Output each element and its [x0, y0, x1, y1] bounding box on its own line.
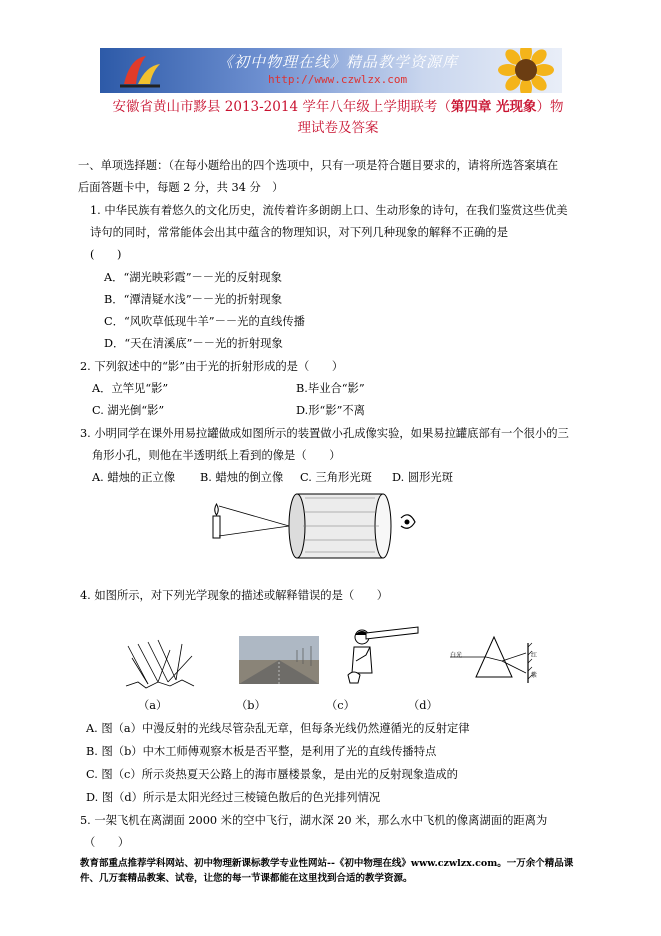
q5-stem: 5. 一架飞机在离湖面 2000 米的空中飞行，湖水深 20 米，那么水中飞机的像离湖面的距离为 — [80, 814, 548, 827]
figure-b-road-photo — [239, 636, 319, 684]
q1-answer-blank: ( ) — [90, 248, 122, 261]
prism-label-violet: 紫 — [531, 672, 538, 679]
q1-option-a: A．“湖光映彩霞”－－光的反射现象 — [104, 271, 282, 284]
banner-url[interactable]: http://www.czwlzx.com — [268, 73, 408, 86]
figure-a-label: （a） — [138, 699, 168, 712]
q4-stem: 4. 如图所示，对下列光学现象的描述或解释错误的是（ ） — [80, 589, 389, 602]
header-banner — [100, 48, 562, 93]
q3-option-d: D. 圆形光斑 — [392, 471, 454, 484]
banner-title: 《初中物理在线》精品教学资源库 — [218, 53, 459, 71]
figure-b-label: （b） — [236, 699, 266, 712]
section-heading-cont: 后面答题卡中，每题 2 分，共 34 分 ） — [78, 181, 284, 194]
footer-line-1: 教育部重点推荐学科网站、初中物理新课标教学专业性网站--《初中物理在线》www.czwlzx.com。一万余个精品课 — [80, 858, 574, 869]
candle-icon — [213, 516, 220, 538]
q3-option-c: C. 三角形光斑 — [300, 471, 372, 484]
figure-d-label: （d） — [408, 699, 438, 712]
q4-option-c: C. 图（c）所示炎热夏天公路上的海市蜃楼景象，是由光的反射现象造成的 — [86, 768, 458, 781]
q1-option-b: B．“潭清疑水浅”－－光的折射现象 — [104, 293, 283, 306]
footer-line-2: 件、几万套精品教案、试卷，让您的每一节课都能在这里找到合适的教学资源。 — [80, 873, 413, 884]
q2-option-c: C. 湖光倒“影” — [92, 404, 165, 417]
section-heading: 一、单项选择题：（在每小题给出的四个选项中，只有一项是符合题目要求的，请将所选答案填在 — [78, 159, 559, 172]
q2-option-d: D.形“影”不离 — [296, 404, 365, 417]
figure-c-label: （c） — [326, 699, 355, 712]
q4-option-d: D. 图（d）所示是太阳光经过三棱镜色散后的色光排列情况 — [86, 791, 381, 804]
page-title: 安徽省黄山市黟县 2013-2014 学年八年级上学期联考（第四章 光现象）物 理试卷及答案 — [112, 99, 564, 136]
q3-option-a: A. 蜡烛的正立像 — [92, 471, 176, 484]
q4-option-a: A. 图（a）中漫反射的光线尽管杂乱无章，但每条光线仍然遵循光的反射定律 — [86, 722, 470, 735]
site-logo-icon — [116, 54, 164, 88]
q5-answer-blank: （ ） — [84, 836, 130, 849]
q1-stem-cont: 诗句的同时，常常能体会出其中蕴含的物理知识，对下列几种现象的解释不正确的是 — [90, 226, 508, 239]
q3-option-b: B. 蜡烛的倒立像 — [200, 471, 284, 484]
q2-option-a: A．立竿见“影” — [92, 382, 169, 395]
sunflower-icon — [496, 48, 556, 93]
q1-option-c: C．“风吹草低现牛羊”－－光的直线传播 — [104, 315, 305, 328]
figure-c-carpenter — [344, 625, 420, 685]
q1-stem: 1. 中华民族有着悠久的文化历史，流传着许多朗朗上口、生动形象的诗句，在我们鉴赏这些优美 — [90, 204, 568, 217]
figure-a-diffuse-reflection — [118, 636, 200, 692]
figure-d-prism — [446, 633, 550, 689]
q1-option-d: D．“天在清溪底”－－光的折射现象 — [104, 337, 283, 350]
prism-label-red: 红 — [531, 652, 538, 659]
q2-stem: 2. 下列叙述中的“影”由于光的折射形成的是（ ） — [80, 360, 344, 373]
q3-stem: 3. 小明同学在课外用易拉罐做成如图所示的装置做小孔成像实验，如果易拉罐底部有一个很小的三 — [80, 427, 569, 440]
pinhole-camera-figure — [205, 488, 425, 570]
q3-stem-cont: 角形小孔，则他在半透明纸上看到的像是（ ） — [92, 449, 341, 462]
q2-option-b: B.毕业合“影” — [296, 382, 365, 395]
q4-option-b: B. 图（b）中木工师傅观察木板是否平整，是利用了光的直线传播特点 — [86, 745, 437, 758]
prism-label-white: 白光 — [450, 652, 463, 659]
